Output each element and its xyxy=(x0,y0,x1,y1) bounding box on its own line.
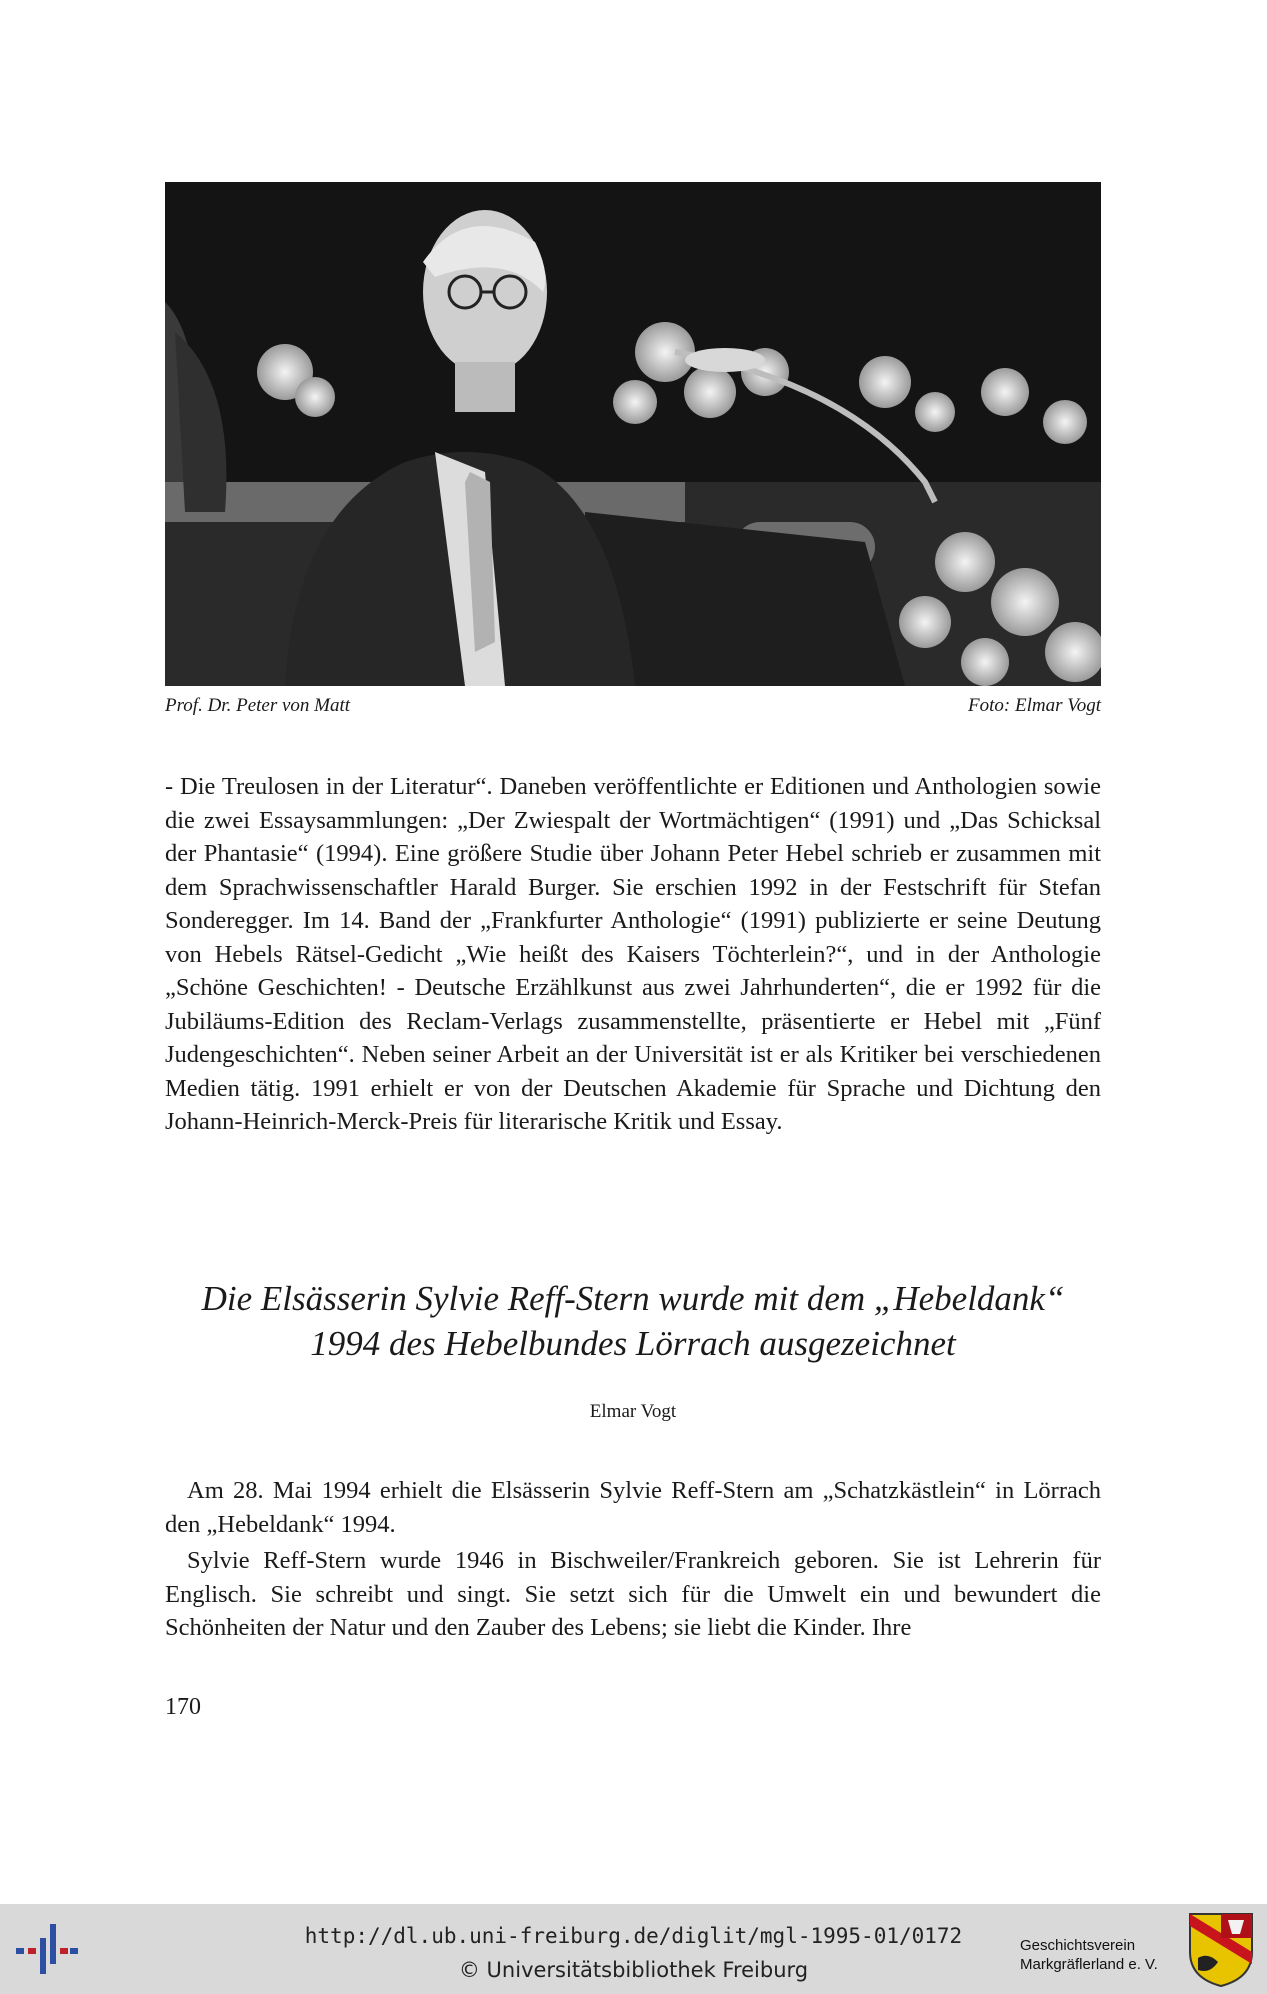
society-line-2: Markgräflerland e. V. xyxy=(1020,1956,1158,1973)
article-author: Elmar Vogt xyxy=(589,1401,677,1422)
photo-caption xyxy=(165,694,1101,718)
speaker-photo xyxy=(165,182,1101,686)
body-paragraph: Am 28. Mai 1994 erhielt die Elsässerin Sylvie Reff-Stern am „Schatzkästlein“ in Lörrach den „Hebeldank“ 1994. xyxy=(165,1477,1101,1538)
caption-subject: Prof. Dr. Peter von Matt xyxy=(165,695,351,716)
page-number: 170 xyxy=(165,1694,201,1720)
caption-credit: Foto: Elmar Vogt xyxy=(968,695,1101,716)
source-url[interactable]: http://dl.ub.uni-freiburg.de/diglit/mgl-1995-01/0172 xyxy=(304,1924,963,1948)
body-paragraph: - Die Treulosen in der Literatur“. Daneben veröffentlichte er Editionen und Anthologien sowie die zwei Essaysammlungen: „Der Zwiespalt der Wortmächtigen“ (1991) und „Das Schicksal der Phantasie“ (1994). Eine größere Studie über Johann Peter Hebel schrieb er zusammen mit dem Sprachwissenschaftler Harald Burger. Sie erschien 1992 in der Festschrift für Stefan Sonderegger. Im 14. Band der „Frankfurter Anthologie“ (1991) publizierte er seine Deutung von Hebels Rätsel-Gedicht „Wie heißt des Kaisers Töchterlein?“, und in der Anthologie „Schöne Geschichten! - Deutsche Erzählkunst aus zwei Jahrhunderten“, die er 1992 für die Jubiläums-Edition des Reclam-Verlags zusammenstellte, präsentierte er Hebel mit „Fünf Judengeschichten“. Neben seiner Arbeit an der Universität ist er als Kritiker bei verschiedenen Medien tätig. 1991 erhielt er von der Deutschen Akademie für Sprache und Dichtung den Johann-Heinrich-Merck-Preis für literarische Kritik und Essay. xyxy=(165,773,1101,1135)
body-paragraph: Sylvie Reff-Stern wurde 1946 in Bischweiler/Frankreich geboren. Sie ist Lehrerin für Englisch. Sie schreibt und singt. Sie setzt sich für die Umwelt ein und bewundert die Schönheiten der Natur und den Zauber des Lebens; sie liebt die Kinder. Ihre xyxy=(165,1547,1101,1641)
society-line-1: Geschichtsverein xyxy=(1020,1937,1136,1954)
copyright-notice: © Universitätsbibliothek Freiburg xyxy=(458,1958,809,1982)
footer-bar xyxy=(0,1904,1267,1994)
article-title: Die Elsässerin Sylvie Reff-Stern wurde mit dem „Hebeldank“ 1994 des Hebelbundes Lörrach ausgezeichnet xyxy=(201,1279,1065,1363)
coat-of-arms-icon xyxy=(1188,1912,1254,1988)
society-name xyxy=(1020,1936,1180,1974)
